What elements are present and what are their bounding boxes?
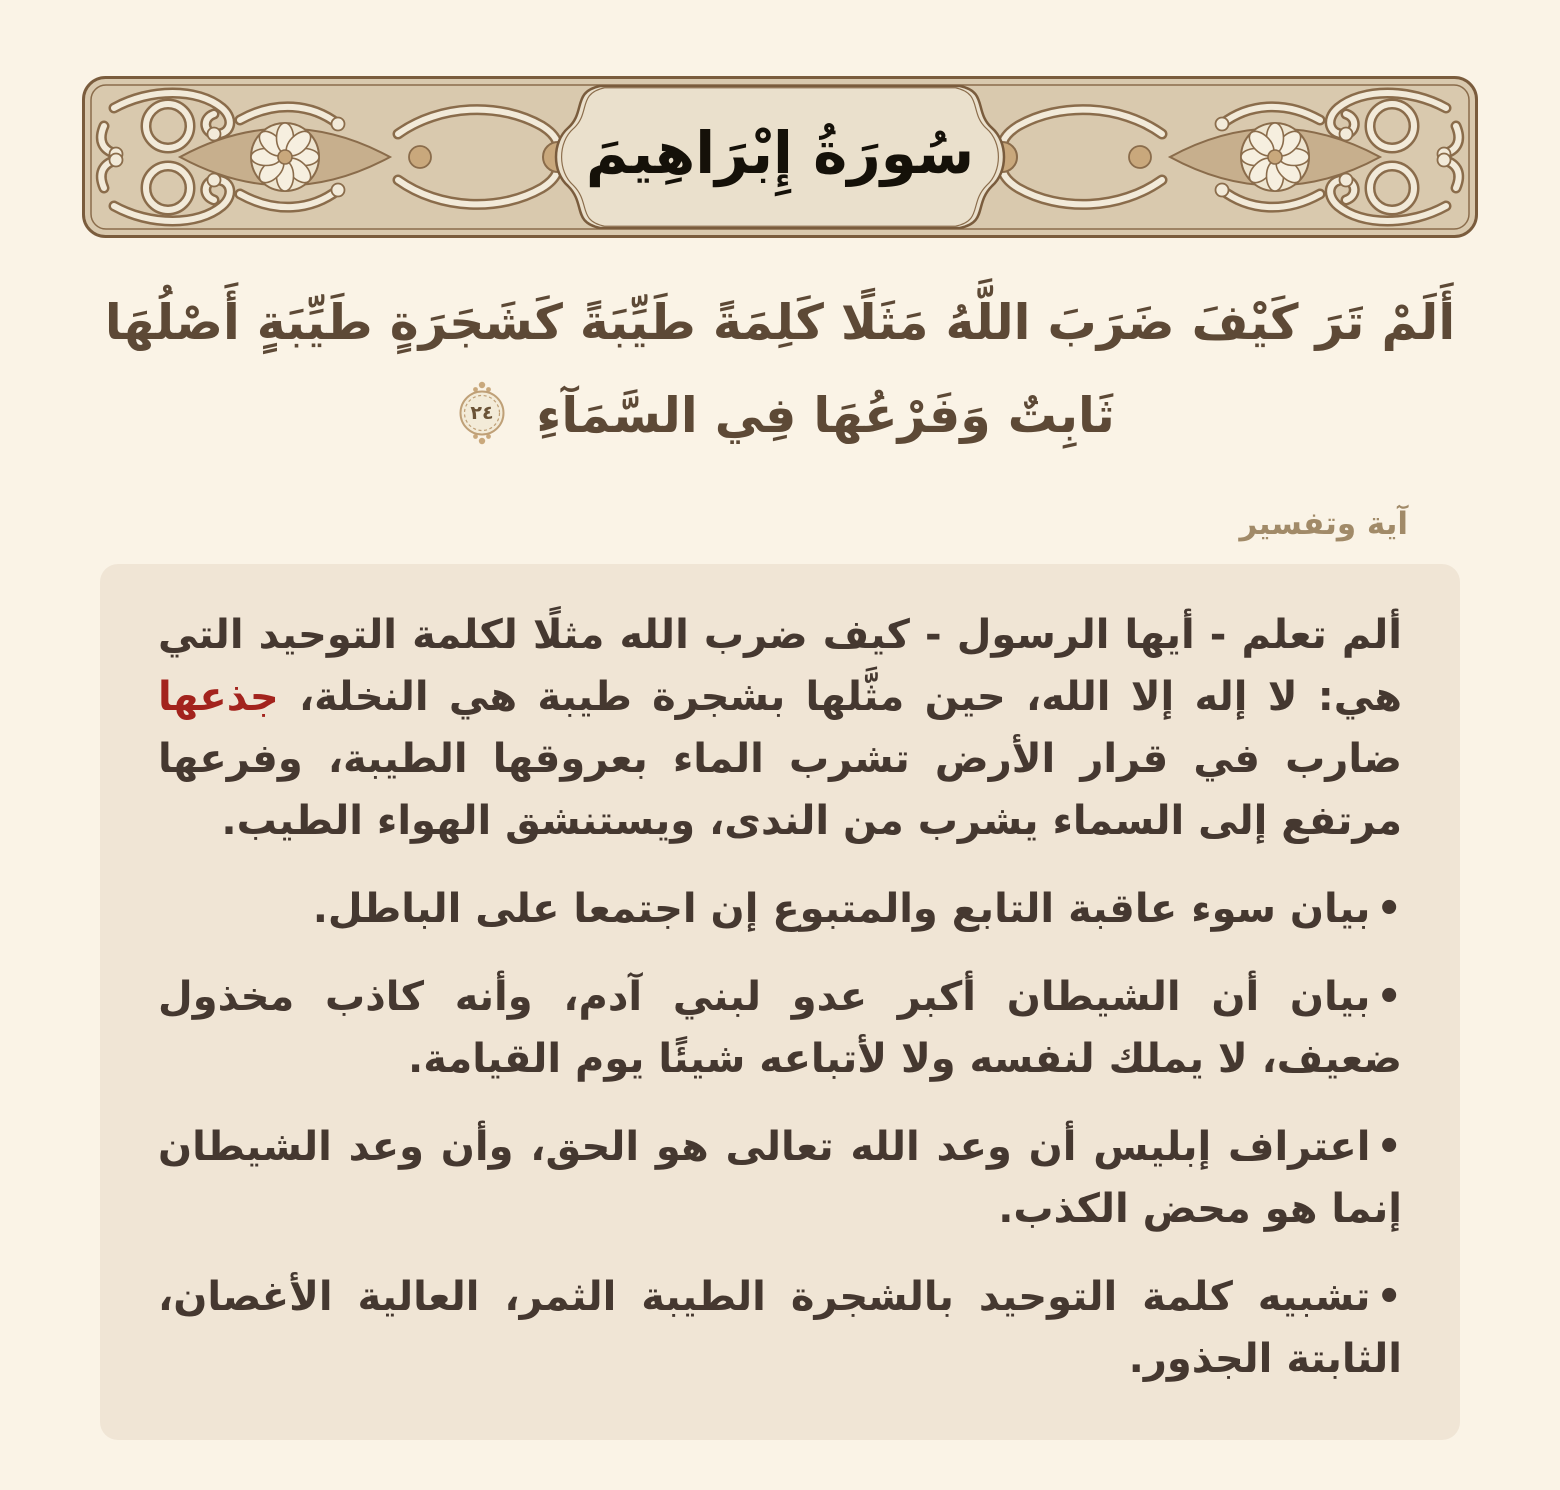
tafsir-bullet-list: [158, 878, 1402, 1390]
bullet-item: [158, 966, 1402, 1090]
bullet-text: بيان سوء عاقبة التابع والمتبوع إن اجتمعا على الباطل.: [312, 886, 1371, 933]
tafsir-paragraph-start: ألم تعلم - أيها الرسول - كيف ضرب الله مثلًا لكلمة التوحيد التي هي: لا إله إلا الله، حين مثَّلها بشجرة طيبة هي النخلة،: [158, 612, 1402, 721]
bullet-marker: •: [1376, 1274, 1402, 1321]
tafsir-card: [100, 564, 1460, 1440]
bullet-marker: •: [1376, 1124, 1402, 1171]
bullet-item: [158, 1266, 1402, 1390]
bullet-item: [158, 878, 1402, 940]
verse-text: [58, 276, 1502, 462]
ayah-number: ٢٤: [470, 402, 494, 425]
tafsir-paragraph: [158, 604, 1402, 852]
highlighted-word: جذعها: [158, 674, 279, 721]
bullet-text: تشبيه كلمة التوحيد بالشجرة الطيبة الثمر، العالية الأغصان، الثابتة الجذور.: [158, 1274, 1402, 1383]
verse-line1: أَلَمْ تَرَ كَيْفَ ضَرَبَ اللَّهُ مَثَلًا كَلِمَةً طَيِّبَةً كَشَجَرَةٍ طَيِّبَةٍ أَصْلُهَا ثَابِتٌ وَفَرْعُهَا فِي: [104, 294, 1456, 445]
bullet-text: اعتراف إبليس أن وعد الله تعالى هو الحق، وأن وعد الشيطان إنما هو محض الكذب.: [158, 1124, 1402, 1233]
surah-title: سُورَةُ إِبْرَاهِيمَ: [585, 119, 975, 187]
bullet-item: [158, 1116, 1402, 1240]
ayah-medallion: [455, 380, 509, 446]
bullet-text: بيان أن الشيطان أكبر عدو لبني آدم، وأنه كاذب مخذول ضعيف، لا يملك لنفسه ولا لأتباعه شيئًا يوم القيامة.: [158, 974, 1402, 1083]
section-label: آية وتفسير: [1239, 506, 1408, 543]
tafsir-paragraph-end: ضارب في قرار الأرض تشرب الماء بعروقها الطيبة، وفرعها مرتفع إلى السماء يشرب من الندى، ويستنشق الهواء الطيب.: [158, 736, 1402, 845]
bullet-marker: •: [1376, 974, 1402, 1021]
bullet-marker: •: [1376, 886, 1402, 933]
verse-line2: السَّمَآءِ: [536, 387, 698, 445]
surah-banner: [80, 74, 1480, 240]
